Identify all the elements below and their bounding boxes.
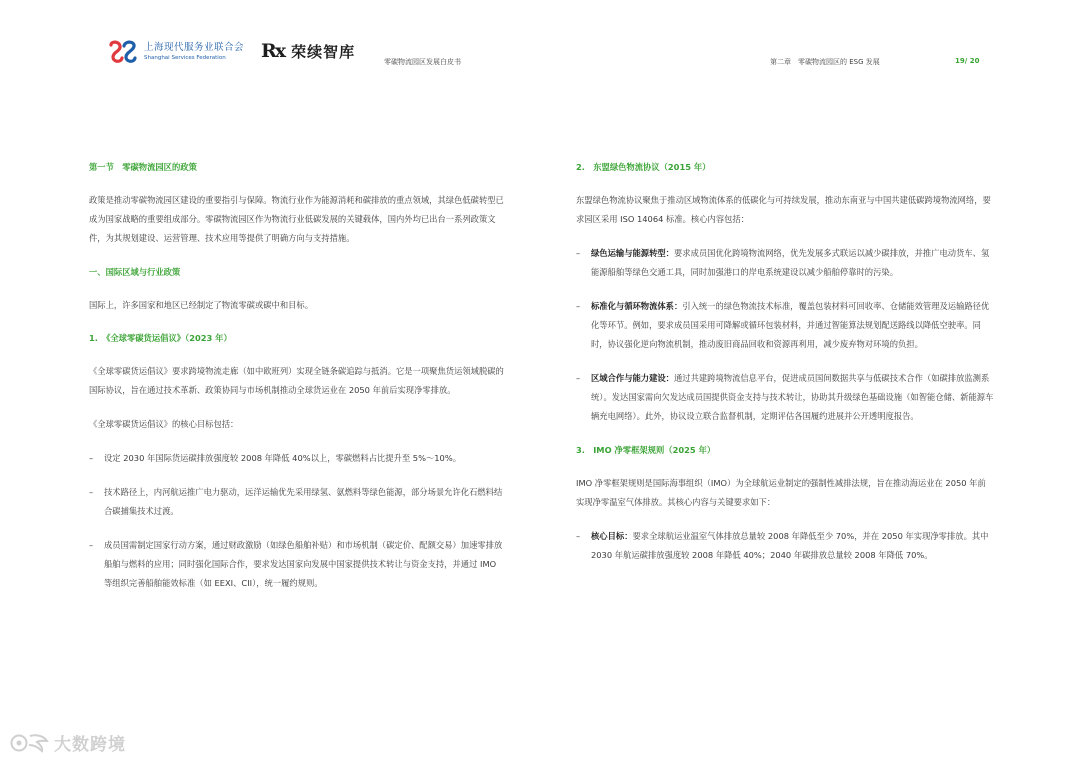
bullet-dash: – <box>576 248 581 258</box>
chapter-title: 第二章 零碳物流园区的 ESG 发展 <box>770 58 880 66</box>
ssf-logo-icon <box>108 40 138 64</box>
item3-description: IMO 净零框架规则是国际海事组织（IMO）为全球航运业制定的强制性减排法规，旨在推动海运业在 2050 年前实现净零温室气体排放。其核心内容与关键要求如下： <box>576 478 986 507</box>
org-name-en: Shanghai Services Federation <box>144 54 226 61</box>
bullet-text: 成员国需制定国家行动方案，通过财政激励（如绿色船舶补贴）和市场机制（碳定价、配额交易）加速零排放船舶与燃料的应用；同时强化国际合作，要求发达国家向发展中国家提供技术转让与资金支持，并通过 IMO 等组织完善船舶能效标准（如 EEXI、CII），统一履约规则。 <box>104 540 503 588</box>
list-item <box>576 297 994 354</box>
bullet-dash: – <box>576 373 581 383</box>
bullet-lead: 核心目标： <box>591 531 633 541</box>
bullet-text: 技术路径上，内河航运推广电力驱动，远洋运输优先采用绿氢、氨燃料等绿色能源，部分场景允许化石燃料结合碳捕集技术过渡。 <box>104 487 503 516</box>
item2-description: 东盟绿色物流协议聚焦于推动区域物流体系的低碳化与可持续发展，推动东南亚与中国共建低碳跨境物流网络，要求园区采用 ISO 14064 标准。核心内容包括： <box>576 195 991 224</box>
list-item <box>89 483 507 521</box>
list-item <box>576 244 994 282</box>
org-name-cn: 上海现代服务业联合会 <box>144 42 245 54</box>
subsection-title: 一、国际区域与行业政策 <box>89 267 181 277</box>
watermark <box>10 730 126 755</box>
bullet-lead: 区域合作与能力建设： <box>591 373 674 383</box>
ssf-logo <box>108 40 244 64</box>
document-title: 零碳物流园区发展白皮书 <box>384 58 461 66</box>
watermark-text: 大数跨境 <box>54 735 126 755</box>
bullet-dash: – <box>89 453 94 463</box>
item2-title: 2. 东盟绿色物流协议（2015 年） <box>576 162 711 172</box>
left-column <box>89 158 507 593</box>
bullet-dash: – <box>89 540 94 550</box>
item1-goals-intro: 《全球零碳货运倡议》的核心目标包括： <box>89 419 239 429</box>
brand-name: 荣续智库 <box>291 42 356 61</box>
bullet-dash: – <box>89 487 94 497</box>
rx-logo <box>261 40 355 62</box>
section-title: 第一节 零碳物流园区的政策 <box>89 162 197 172</box>
bullet-dash: – <box>576 301 581 311</box>
right-column <box>576 158 994 565</box>
list-item <box>576 369 994 426</box>
bullet-text: 要求全球航运业温室气体排放总量较 2008 年降低至少 70%，并在 2050 年实现净零排放。其中 2030 年航运碳排放强度较 2008 年降低 40%；2040 年碳排放总量较 2008 年降低 70%。 <box>591 531 989 560</box>
item3-title: 3. IMO 净零框架规则（2025 年） <box>576 445 716 455</box>
bullet-dash: – <box>576 531 581 541</box>
rx-mark: Rx <box>261 40 285 62</box>
bullet-text: 通过共建跨境物流信息平台，促进成员国间数据共享与低碳技术合作（如碳排放监测系统）。发达国家需向欠发达成员国提供资金支持与技术转让，协助其升级绿色基础设施（如智能仓储、新能源车辆充电网络）。此外，协议设立联合监督机制，定期评估各国履约进展并公开透明度报告。 <box>591 373 994 421</box>
list-item <box>89 449 507 468</box>
item1-title: 1. 《全球零碳货运倡议》（2023 年） <box>89 333 232 343</box>
intro-paragraph: 政策是推动零碳物流园区建设的重要指引与保障。物流行业作为能源消耗和碳排放的重点领域，其绿色低碳转型已成为国家战略的重要组成部分。零碳物流园区作为物流行业低碳发展的关键载体，国内外均已出台一系列政策文件，为其规划建设、运营管理、技术应用等提供了明确方向与支持措施。 <box>89 195 504 243</box>
watermark-icon <box>10 732 50 754</box>
page-number: 19/ 20 <box>955 57 980 65</box>
bullet-text: 引入统一的绿色物流技术标准，覆盖包装材料可回收率、仓储能效管理及运输路径优化等环节。例如，要求成员国采用可降解或循环包装材料，并通过智能算法规划配送路线以降低空驶率。同时，协议强化逆向物流机制，推动废旧商品回收和资源再利用，减少废弃物对环境的负担。 <box>591 301 990 349</box>
bullet-lead: 绿色运输与能源转型： <box>591 248 674 258</box>
bullet-text: 要求成员国优化跨境物流网络，优先发展多式联运以减少碳排放，并推广电动货车、氢能源船舶等绿色交通工具，同时加强港口的岸电系统建设以减少船舶停靠时的污染。 <box>591 248 990 277</box>
bullet-lead: 标准化与循环物流体系： <box>591 301 683 311</box>
bullet-text: 设定 2030 年国际货运碳排放强度较 2008 年降低 40%以上，零碳燃料占比提升至 5%～10%。 <box>104 453 462 463</box>
item1-description: 《全球零碳货运倡议》要求跨境物流走廊（如中欧班列）实现全链条碳追踪与抵消。它是一项聚焦货运领域脱碳的国际协议，旨在通过技术革新、政策协同与市场机制推动全球货运业在 2050 年前后实现净零排放。 <box>89 366 504 395</box>
sub-intro-paragraph: 国际上，许多国家和地区已经制定了物流零碳或碳中和目标。 <box>89 300 314 310</box>
list-item <box>89 536 507 593</box>
list-item <box>576 527 994 565</box>
